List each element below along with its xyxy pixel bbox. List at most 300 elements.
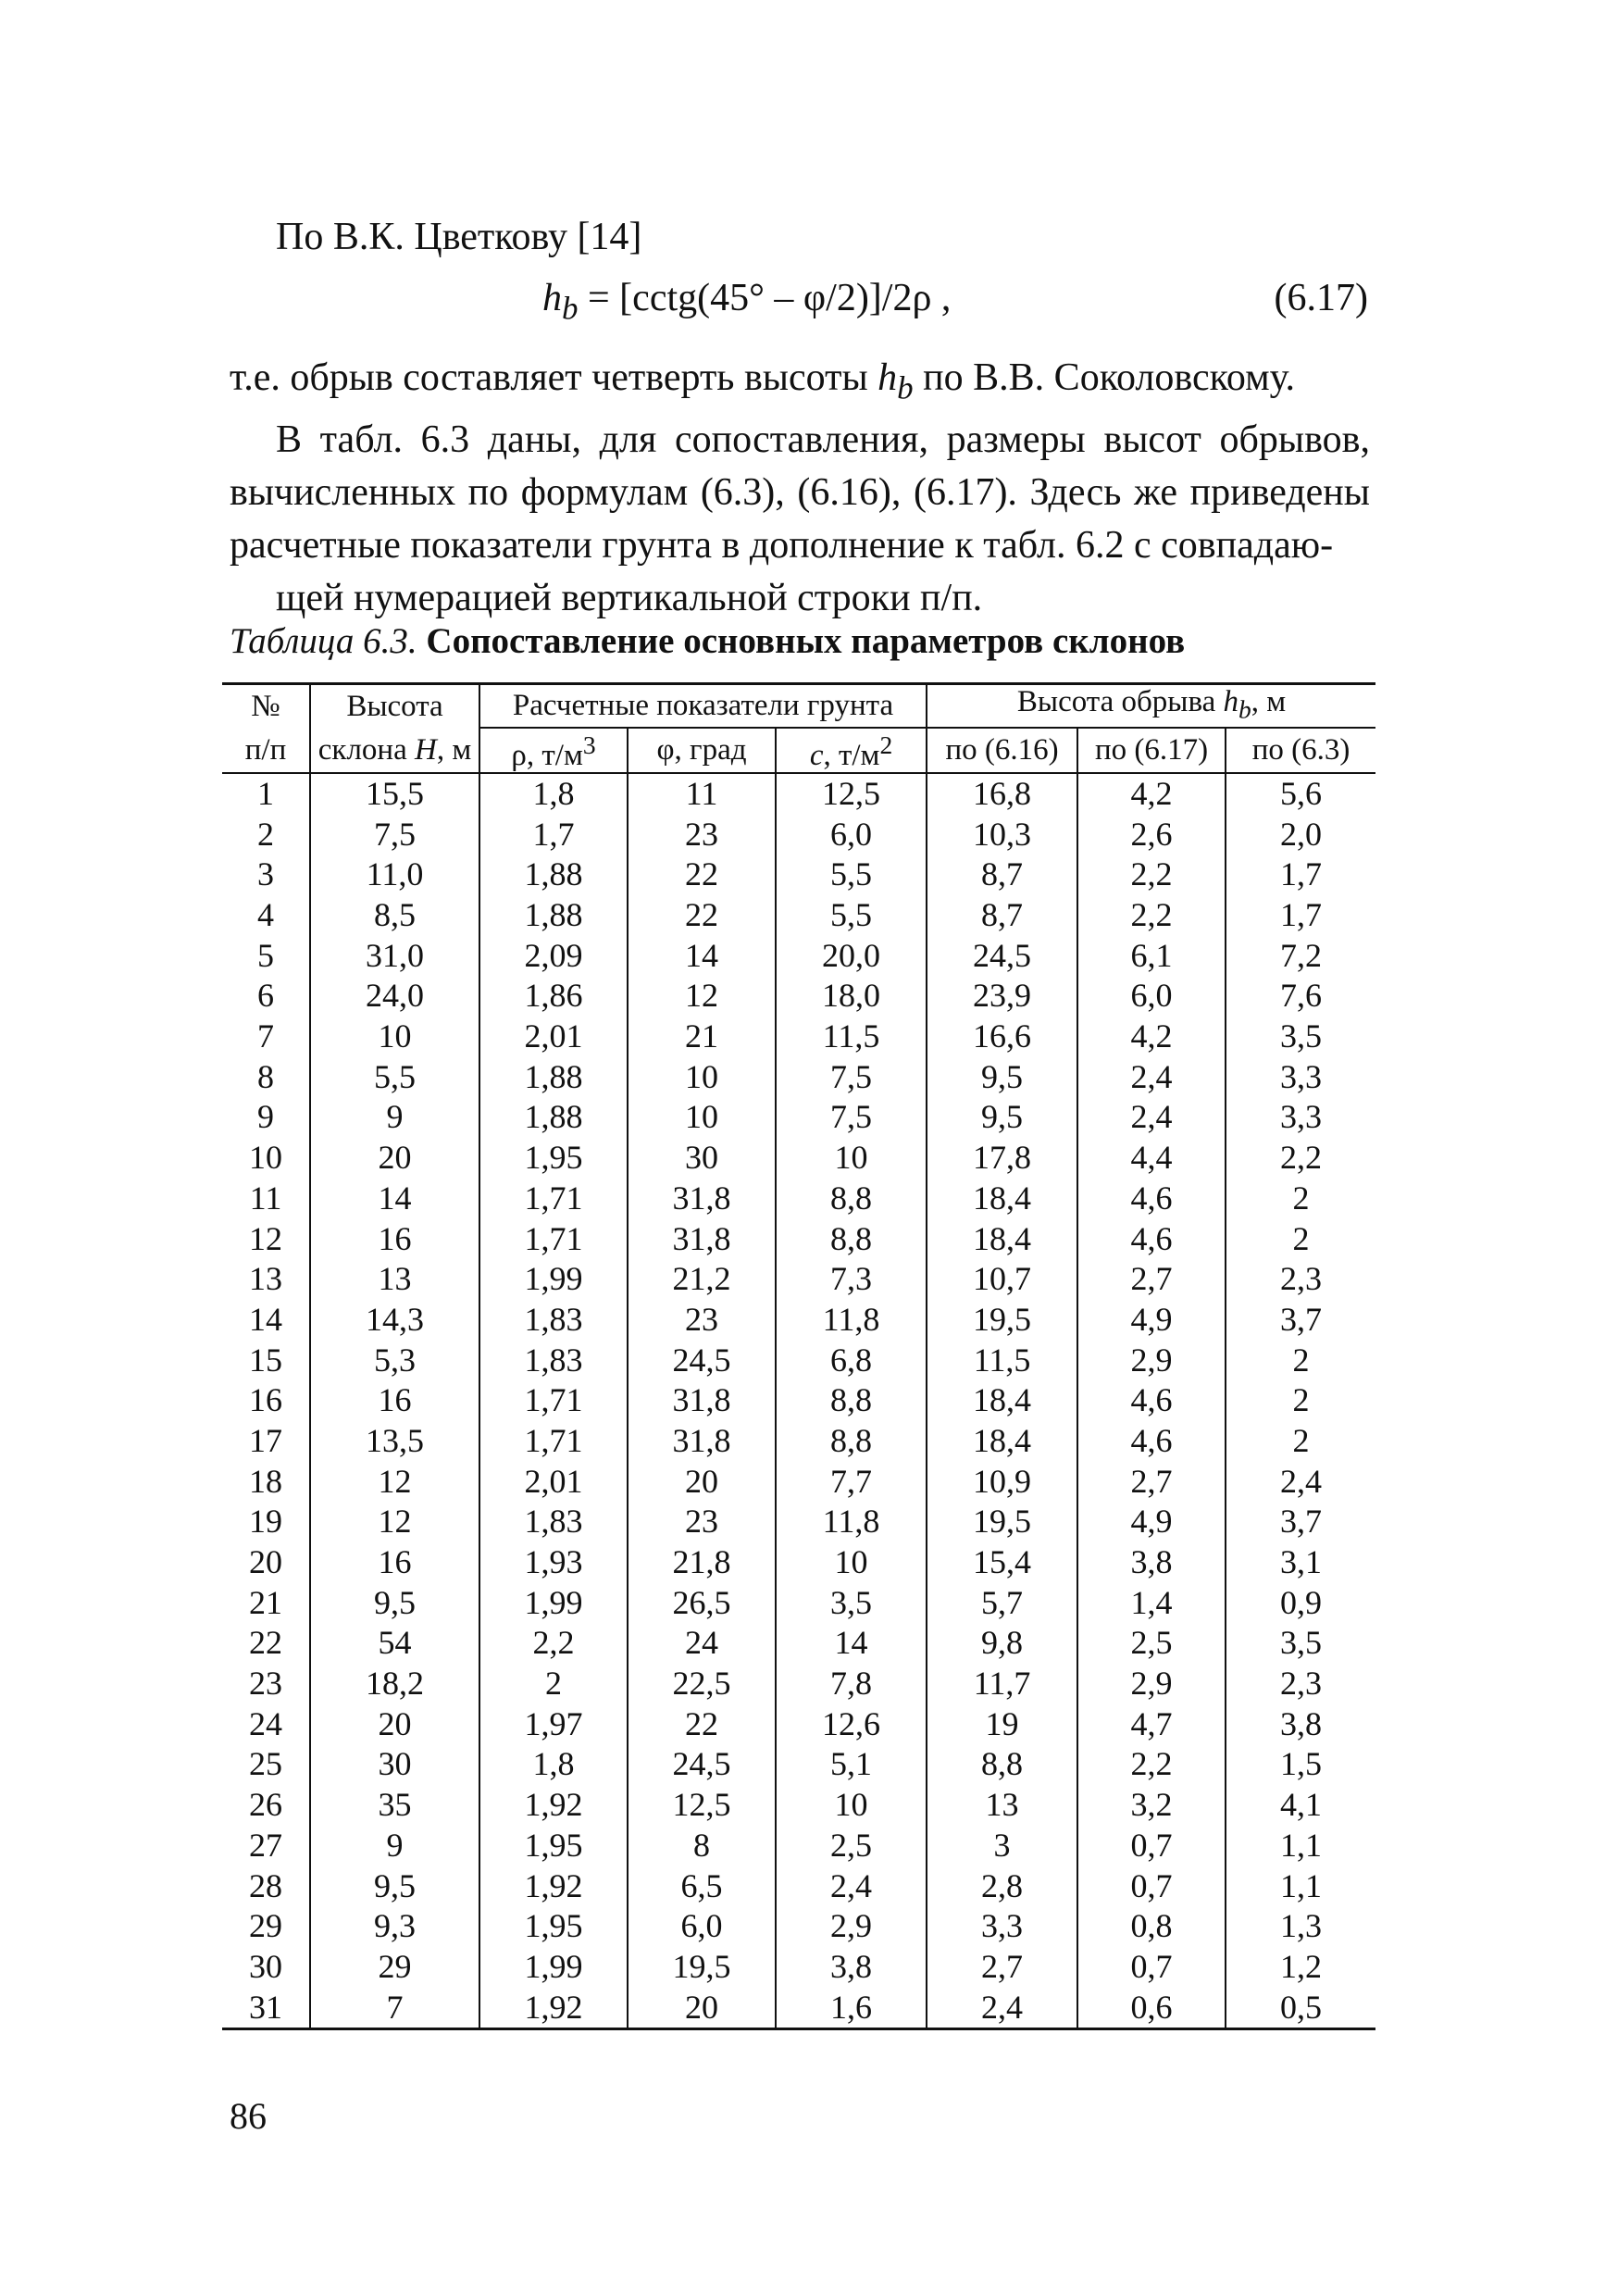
table-cell: 4 bbox=[257, 896, 274, 933]
table-cell: 7,3 bbox=[776, 1259, 927, 1300]
table-row bbox=[222, 1017, 1375, 1057]
table-cell: 4,6 bbox=[1077, 1218, 1226, 1259]
table-cell: 2 bbox=[1226, 1218, 1375, 1259]
table-cell: 2,7 bbox=[1077, 1461, 1226, 1502]
table-row bbox=[222, 1906, 1375, 1947]
table-cell: 0,7 bbox=[1077, 1947, 1226, 1988]
table-cell: 2,6 bbox=[1077, 814, 1226, 855]
table-cell: 2,2 bbox=[479, 1623, 628, 1664]
table-cell: 9,5 bbox=[927, 1097, 1077, 1138]
table-cell: 6,0 bbox=[628, 1906, 776, 1947]
table-cell: 16 bbox=[310, 1380, 479, 1421]
page-number: 86 bbox=[230, 2095, 267, 2137]
table-cell: 28 bbox=[249, 1866, 282, 1904]
table-row bbox=[222, 1866, 1375, 1906]
paragraph-1 bbox=[230, 352, 1370, 414]
table-cell: 0,9 bbox=[1226, 1582, 1375, 1623]
table-cell: 31,8 bbox=[628, 1178, 776, 1218]
table-cell: 20 bbox=[628, 1461, 776, 1502]
table-cell: 14 bbox=[249, 1300, 282, 1338]
table-cell: 1,92 bbox=[479, 1987, 628, 2028]
table-cell: 0,7 bbox=[1077, 1825, 1226, 1866]
table-cell: 9 bbox=[310, 1097, 479, 1138]
table-row bbox=[222, 1987, 1375, 2028]
table-cell: 9 bbox=[310, 1825, 479, 1866]
table-cell: 2,9 bbox=[1077, 1664, 1226, 1704]
table-cell: 16 bbox=[310, 1218, 479, 1259]
table-cell: 2,2 bbox=[1077, 855, 1226, 895]
table-cell: 2,09 bbox=[479, 935, 628, 976]
table-cell: 1,83 bbox=[479, 1502, 628, 1542]
table-cell: 22,5 bbox=[628, 1664, 776, 1704]
table-cell: 10,3 bbox=[927, 814, 1077, 855]
table-cell: 1,7 bbox=[479, 814, 628, 855]
table-cell: 8,5 bbox=[310, 895, 479, 936]
table-cell: 0,5 bbox=[1226, 1987, 1375, 2028]
header-friction-angle: φ, град bbox=[628, 728, 776, 773]
table-cell: 21,2 bbox=[628, 1259, 776, 1300]
table-cell: 6 bbox=[257, 977, 274, 1015]
table-cell: 1,5 bbox=[1226, 1744, 1375, 1785]
table-cell: 35 bbox=[310, 1785, 479, 1826]
table-cell: 11 bbox=[628, 773, 776, 815]
table-caption-title: Сопоставление основных параметров склонов bbox=[417, 621, 1186, 661]
table-cell: 1,1 bbox=[1226, 1866, 1375, 1906]
table-cell: 9,5 bbox=[310, 1582, 479, 1623]
table-cell: 1,97 bbox=[479, 1703, 628, 1744]
table-cell: 3,7 bbox=[1226, 1300, 1375, 1341]
table-cell: 15,5 bbox=[310, 773, 479, 815]
header-cliff-height-subscript: b bbox=[1238, 694, 1251, 724]
table-row bbox=[222, 1502, 1375, 1542]
table-cell: 31,0 bbox=[310, 935, 479, 976]
table-cell: 12 bbox=[310, 1461, 479, 1502]
table-row bbox=[222, 855, 1375, 895]
table-cell: 11 bbox=[249, 1179, 282, 1217]
table-cell: 6,1 bbox=[1077, 935, 1226, 976]
header-soil-parameters: Расчетные показатели грунта bbox=[479, 684, 927, 728]
table-cell: 10,7 bbox=[927, 1259, 1077, 1300]
table-cell: 2,3 bbox=[1226, 1664, 1375, 1704]
header-formula-6-3: по (6.3) bbox=[1226, 728, 1375, 773]
table-row bbox=[222, 1664, 1375, 1704]
table-cell: 8,8 bbox=[927, 1744, 1077, 1785]
table-cell: 20 bbox=[249, 1543, 282, 1580]
header-cohesion bbox=[776, 728, 927, 773]
table-cell: 30 bbox=[310, 1744, 479, 1785]
table-cell: 4,1 bbox=[1226, 1785, 1375, 1826]
table-row bbox=[222, 1138, 1375, 1179]
table-row bbox=[222, 1097, 1375, 1138]
table-cell: 15,4 bbox=[927, 1542, 1077, 1583]
table-cell: 1,83 bbox=[479, 1300, 628, 1341]
table-row bbox=[222, 935, 1375, 976]
table-row bbox=[222, 976, 1375, 1017]
table-cell: 12,5 bbox=[628, 1785, 776, 1826]
table-cell: 3 bbox=[257, 855, 274, 893]
table-cell: 1,95 bbox=[479, 1138, 628, 1179]
table-cell: 7 bbox=[257, 1017, 274, 1055]
table-cell: 7,5 bbox=[310, 814, 479, 855]
table-cell: 17,8 bbox=[927, 1138, 1077, 1179]
table-cell: 4,2 bbox=[1077, 1017, 1226, 1057]
table-cell: 10 bbox=[628, 1097, 776, 1138]
table-cell: 2,4 bbox=[1077, 1097, 1226, 1138]
slope-parameters-table bbox=[222, 682, 1375, 2030]
table-cell: 4,9 bbox=[1077, 1300, 1226, 1341]
table-cell: 1,7 bbox=[1226, 895, 1375, 936]
formula-variable: h bbox=[542, 277, 562, 319]
table-cell: 11,5 bbox=[776, 1017, 927, 1057]
table-header-row bbox=[222, 684, 1375, 728]
header-density bbox=[479, 728, 628, 773]
table-cell: 24,5 bbox=[927, 935, 1077, 976]
table-cell: 14 bbox=[628, 935, 776, 976]
table-cell: 2,4 bbox=[1077, 1056, 1226, 1097]
table-cell: 11,0 bbox=[310, 855, 479, 895]
table-cell: 4,7 bbox=[1077, 1703, 1226, 1744]
table-cell: 3,8 bbox=[1077, 1542, 1226, 1583]
table-cell: 18,4 bbox=[927, 1421, 1077, 1462]
table-cell: 23 bbox=[628, 1502, 776, 1542]
table-cell: 1,7 bbox=[1226, 855, 1375, 895]
table-cell: 54 bbox=[310, 1623, 479, 1664]
table-cell: 12 bbox=[249, 1219, 282, 1257]
table-row bbox=[222, 895, 1375, 936]
header-cohesion-exponent: 2 bbox=[879, 730, 893, 759]
table-row bbox=[222, 1703, 1375, 1744]
table-cell: 11,5 bbox=[927, 1340, 1077, 1380]
table-cell: 7,7 bbox=[776, 1461, 927, 1502]
table-cell: 4,6 bbox=[1077, 1380, 1226, 1421]
table-cell: 26,5 bbox=[628, 1582, 776, 1623]
table-cell: 16 bbox=[310, 1542, 479, 1583]
header-slope-height-sub bbox=[310, 728, 479, 773]
table-cell: 1 bbox=[257, 774, 274, 812]
header-cliff-height-variable: h bbox=[1223, 685, 1239, 718]
table-cell: 10 bbox=[776, 1138, 927, 1179]
table-caption-number: Таблица 6.3. bbox=[230, 621, 417, 661]
table-cell: 3,1 bbox=[1226, 1542, 1375, 1583]
table-cell: 2 bbox=[1226, 1421, 1375, 1462]
header-formula-6-16: по (6.16) bbox=[927, 728, 1077, 773]
table-cell: 7 bbox=[310, 1987, 479, 2028]
paragraph-2 bbox=[230, 414, 1370, 625]
formula-expression: = [cctg(45° – φ/2)]/2ρ , bbox=[578, 277, 952, 319]
table-cell: 10 bbox=[249, 1139, 282, 1177]
table-cell: 24,0 bbox=[310, 976, 479, 1017]
table-cell: 7,6 bbox=[1226, 976, 1375, 1017]
table-cell: 27 bbox=[249, 1826, 282, 1864]
table-cell: 22 bbox=[628, 855, 776, 895]
table-cell: 1,92 bbox=[479, 1866, 628, 1906]
table-row bbox=[222, 1340, 1375, 1380]
table-cell: 8,8 bbox=[776, 1178, 927, 1218]
table-cell: 2,01 bbox=[479, 1461, 628, 1502]
table-cell: 19 bbox=[249, 1503, 282, 1541]
table-cell: 1,71 bbox=[479, 1178, 628, 1218]
table-cell: 2,4 bbox=[927, 1987, 1077, 2028]
table-cell: 7,5 bbox=[776, 1056, 927, 1097]
table-cell: 2,9 bbox=[1077, 1340, 1226, 1380]
table-cell: 11,8 bbox=[776, 1300, 927, 1341]
table-cell: 19,5 bbox=[927, 1300, 1077, 1341]
table-cell: 7,5 bbox=[776, 1097, 927, 1138]
table-cell: 3,3 bbox=[1226, 1056, 1375, 1097]
table-cell: 9 bbox=[257, 1098, 274, 1136]
table-cell: 13,5 bbox=[310, 1421, 479, 1462]
table-row bbox=[222, 1582, 1375, 1623]
table-cell: 2 bbox=[1226, 1380, 1375, 1421]
table-cell: 1,99 bbox=[479, 1947, 628, 1988]
table-cell: 31,8 bbox=[628, 1421, 776, 1462]
table-cell: 9,5 bbox=[310, 1866, 479, 1906]
table-cell: 1,4 bbox=[1077, 1582, 1226, 1623]
table-subheader-row bbox=[222, 728, 1375, 773]
table-cell: 1,95 bbox=[479, 1906, 628, 1947]
table-cell: 3 bbox=[927, 1825, 1077, 1866]
table-cell: 11,8 bbox=[776, 1502, 927, 1542]
table-cell: 2 bbox=[479, 1664, 628, 1704]
paragraph-1-text-end: по В.В. Соколовскому. bbox=[913, 356, 1295, 399]
table-cell: 24,5 bbox=[628, 1744, 776, 1785]
table-cell: 2,0 bbox=[1226, 814, 1375, 855]
table-cell: 31,8 bbox=[628, 1380, 776, 1421]
table-row bbox=[222, 814, 1375, 855]
table-cell: 18,4 bbox=[927, 1380, 1077, 1421]
table-cell: 2 bbox=[1226, 1340, 1375, 1380]
table-cell: 18,2 bbox=[310, 1664, 479, 1704]
table-cell: 4,2 bbox=[1077, 773, 1226, 815]
table-cell: 2,9 bbox=[776, 1906, 927, 1947]
table-cell: 2,5 bbox=[776, 1825, 927, 1866]
table-cell: 3,5 bbox=[776, 1582, 927, 1623]
table-cell: 14,3 bbox=[310, 1300, 479, 1341]
table-cell: 23 bbox=[249, 1665, 282, 1703]
table-cell: 2,7 bbox=[1077, 1259, 1226, 1300]
table-cell: 3,7 bbox=[1226, 1502, 1375, 1542]
paragraph-1-variable: h bbox=[877, 356, 898, 399]
table-cell: 30 bbox=[628, 1138, 776, 1179]
table-cell: 2,2 bbox=[1226, 1138, 1375, 1179]
table-cell: 1,8 bbox=[479, 1744, 628, 1785]
formula-6-17 bbox=[542, 276, 951, 327]
table-cell: 8 bbox=[257, 1057, 274, 1095]
table-cell: 1,6 bbox=[776, 1987, 927, 2028]
table-cell: 1,3 bbox=[1226, 1906, 1375, 1947]
table-cell: 3,5 bbox=[1226, 1623, 1375, 1664]
table-row bbox=[222, 1178, 1375, 1218]
table-cell: 24 bbox=[628, 1623, 776, 1664]
table-cell: 9,5 bbox=[927, 1056, 1077, 1097]
header-slope-height-variable: H bbox=[414, 732, 437, 767]
table-cell: 2,2 bbox=[1077, 1744, 1226, 1785]
table-cell: 14 bbox=[310, 1178, 479, 1218]
table-cell: 8,7 bbox=[927, 895, 1077, 936]
header-density-exponent: 3 bbox=[582, 730, 596, 759]
table-cell: 2,4 bbox=[1226, 1461, 1375, 1502]
table-cell: 12 bbox=[628, 976, 776, 1017]
table-cell: 22 bbox=[628, 1703, 776, 1744]
table-cell: 1,92 bbox=[479, 1785, 628, 1826]
table-cell: 20 bbox=[310, 1703, 479, 1744]
table-cell: 1,93 bbox=[479, 1542, 628, 1583]
header-cohesion-variable: c bbox=[809, 738, 824, 772]
table-cell: 12,5 bbox=[776, 773, 927, 815]
table-cell: 5,6 bbox=[1226, 773, 1375, 815]
table-cell: 0,6 bbox=[1077, 1987, 1226, 2028]
table-cell: 6,0 bbox=[1077, 976, 1226, 1017]
header-cliff-height-unit: , м bbox=[1251, 685, 1287, 718]
table-cell: 9,8 bbox=[927, 1623, 1077, 1664]
table-cell: 1,88 bbox=[479, 1056, 628, 1097]
table-cell: 2,3 bbox=[1226, 1259, 1375, 1300]
table-cell: 20 bbox=[628, 1987, 776, 2028]
table-cell: 13 bbox=[927, 1785, 1077, 1826]
table-cell: 0,8 bbox=[1077, 1906, 1226, 1947]
table-cell: 8,8 bbox=[776, 1218, 927, 1259]
table-cell: 12 bbox=[310, 1502, 479, 1542]
header-slope-height-unit: , м bbox=[436, 732, 472, 767]
table-cell: 5,3 bbox=[310, 1340, 479, 1380]
table-cell: 20 bbox=[310, 1138, 479, 1179]
table-cell: 26 bbox=[249, 1786, 282, 1824]
table-cell: 20,0 bbox=[776, 935, 927, 976]
table-row bbox=[222, 1623, 1375, 1664]
table-cell: 6,0 bbox=[776, 814, 927, 855]
table-cell: 23,9 bbox=[927, 976, 1077, 1017]
table-cell: 3,5 bbox=[1226, 1017, 1375, 1057]
table-cell: 2,5 bbox=[1077, 1623, 1226, 1664]
table-row bbox=[222, 1300, 1375, 1341]
table-cell: 1,71 bbox=[479, 1218, 628, 1259]
table-cell: 1,2 bbox=[1226, 1947, 1375, 1988]
table-cell: 3,3 bbox=[927, 1906, 1077, 1947]
table-cell: 18 bbox=[249, 1462, 282, 1500]
header-number-sub: п/п bbox=[222, 728, 310, 773]
paragraph-1-text-start: т.е. обрыв составляет четверть высоты bbox=[230, 356, 878, 399]
table-cell: 1,88 bbox=[479, 1097, 628, 1138]
table-cell: 10,9 bbox=[927, 1461, 1077, 1502]
table-cell: 2,7 bbox=[927, 1947, 1077, 1988]
header-formula-6-17: по (6.17) bbox=[1077, 728, 1226, 773]
table-cell: 10 bbox=[310, 1017, 479, 1057]
table-cell: 14 bbox=[776, 1623, 927, 1664]
table-cell: 3,3 bbox=[1226, 1097, 1375, 1138]
table-cell: 1,99 bbox=[479, 1259, 628, 1300]
table-body bbox=[222, 773, 1375, 2029]
table-cell: 2,8 bbox=[927, 1866, 1077, 1906]
header-slope-height-label: склона bbox=[317, 732, 415, 767]
table-cell: 1,71 bbox=[479, 1380, 628, 1421]
table-cell: 25 bbox=[249, 1745, 282, 1783]
header-cohesion-unit: , т/м bbox=[823, 738, 880, 772]
table-cell: 23 bbox=[628, 814, 776, 855]
table-cell: 15 bbox=[249, 1341, 282, 1379]
header-cliff-height-label: Высота обрыва bbox=[1016, 685, 1224, 718]
table-cell: 3,8 bbox=[776, 1947, 927, 1988]
paragraph-2-text: В табл. 6.3 даны, для сопоставления, размеры высот обрывов, вычисленных по формулам (6.3), (6.16), (6.17). Здесь же приведены расчетные показатели грунта в дополнение к табл. 6.2 с совпадаю- bbox=[230, 418, 1370, 567]
table-cell: 1,95 bbox=[479, 1825, 628, 1866]
paragraph-2-last-line: щей нумерацией вертикальной строки п/п. bbox=[276, 577, 983, 619]
table-cell: 5,1 bbox=[776, 1744, 927, 1785]
table-cell: 21 bbox=[628, 1017, 776, 1057]
table-cell: 3,2 bbox=[1077, 1785, 1226, 1826]
table-cell: 2,2 bbox=[1077, 895, 1226, 936]
table-row bbox=[222, 1785, 1375, 1826]
table-cell: 1,71 bbox=[479, 1421, 628, 1462]
table-cell: 16 bbox=[249, 1381, 282, 1419]
table-cell: 3,8 bbox=[1226, 1703, 1375, 1744]
table-cell: 13 bbox=[310, 1259, 479, 1300]
table-cell: 1,88 bbox=[479, 855, 628, 895]
table-cell: 6,5 bbox=[628, 1866, 776, 1906]
formula-row bbox=[276, 276, 1368, 331]
table-row bbox=[222, 1380, 1375, 1421]
paragraph-1-subscript: b bbox=[897, 369, 914, 406]
table-cell: 7,2 bbox=[1226, 935, 1375, 976]
table-cell: 2,01 bbox=[479, 1017, 628, 1057]
table-cell: 1,86 bbox=[479, 976, 628, 1017]
table-cell: 19,5 bbox=[628, 1947, 776, 1988]
table-cell: 1,88 bbox=[479, 895, 628, 936]
table-cell: 29 bbox=[310, 1947, 479, 1988]
table-cell: 10 bbox=[776, 1542, 927, 1583]
table-cell: 1,8 bbox=[479, 773, 628, 815]
formula-subscript: b bbox=[562, 290, 579, 327]
table-cell: 8,8 bbox=[776, 1380, 927, 1421]
table-cell: 8,8 bbox=[776, 1421, 927, 1462]
header-density-label: ρ, т/м bbox=[511, 738, 583, 772]
source-heading: По В.К. Цветкову [14] bbox=[276, 216, 642, 258]
table-cell: 17 bbox=[249, 1421, 282, 1459]
table-cell: 4,6 bbox=[1077, 1178, 1226, 1218]
table-row bbox=[222, 1542, 1375, 1583]
table-cell: 5,5 bbox=[776, 855, 927, 895]
table-cell: 8,7 bbox=[927, 855, 1077, 895]
table-cell: 12,6 bbox=[776, 1703, 927, 1744]
table-cell: 1,83 bbox=[479, 1340, 628, 1380]
table-cell: 16,6 bbox=[927, 1017, 1077, 1057]
table-cell: 29 bbox=[249, 1907, 282, 1945]
table-cell: 22 bbox=[249, 1624, 282, 1662]
table-row bbox=[222, 1421, 1375, 1462]
table-cell: 5 bbox=[257, 936, 274, 974]
table-cell: 9,3 bbox=[310, 1906, 479, 1947]
header-number: № bbox=[222, 684, 310, 728]
table-cell: 1,1 bbox=[1226, 1825, 1375, 1866]
table-caption bbox=[230, 620, 1185, 662]
table-row bbox=[222, 1744, 1375, 1785]
table-cell: 23 bbox=[628, 1300, 776, 1341]
table-cell: 13 bbox=[249, 1260, 282, 1298]
table-cell: 16,8 bbox=[927, 773, 1077, 815]
header-cliff-height bbox=[927, 684, 1375, 728]
table-cell: 0,7 bbox=[1077, 1866, 1226, 1906]
table-cell: 1,99 bbox=[479, 1582, 628, 1623]
table-cell: 19 bbox=[927, 1703, 1077, 1744]
table-cell: 18,0 bbox=[776, 976, 927, 1017]
table-cell: 10 bbox=[628, 1056, 776, 1097]
table-cell: 11,7 bbox=[927, 1664, 1077, 1704]
table-row bbox=[222, 1825, 1375, 1866]
table-row bbox=[222, 1218, 1375, 1259]
table-cell: 24,5 bbox=[628, 1340, 776, 1380]
table-cell: 30 bbox=[249, 1947, 282, 1985]
table-cell: 2 bbox=[257, 815, 274, 853]
table-cell: 4,9 bbox=[1077, 1502, 1226, 1542]
table-cell: 5,5 bbox=[310, 1056, 479, 1097]
